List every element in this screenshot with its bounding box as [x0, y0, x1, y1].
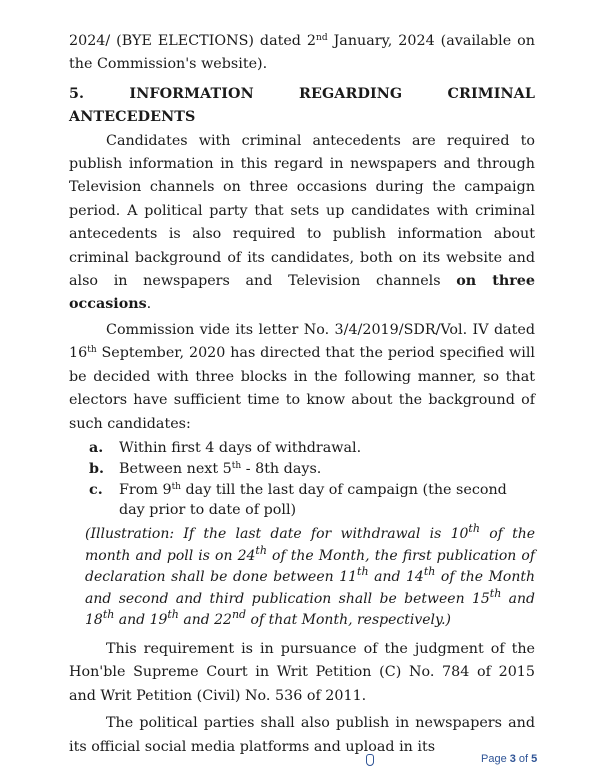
illus-text: and 18: [85, 590, 535, 629]
page-current: 3: [509, 753, 516, 765]
illus-text: (Illustration: If the last date for withdrawal is 10: [85, 525, 469, 542]
cursor-icon: [366, 754, 374, 766]
illustration-paragraph: [85, 521, 536, 632]
illus-text: and 14: [368, 569, 424, 586]
illus-sup: nd: [231, 608, 247, 622]
page-of: of: [515, 753, 532, 765]
list-item: [69, 480, 535, 520]
intro-sup: nd: [316, 33, 328, 43]
illus-text: of the Month, the first publication of declaration shall be done between 11: [85, 547, 535, 586]
illus-text: of that Month, respectively.): [246, 612, 451, 629]
list-text-a: Within first 4 days of withdrawal.: [119, 439, 362, 456]
illus-sup: th: [167, 608, 179, 622]
list-text: [119, 438, 535, 458]
list-sup: th: [171, 481, 181, 492]
page-label: Page: [481, 753, 510, 765]
list-text-a: Between next 5: [119, 460, 232, 477]
para2-text: Commission vide its letter No. 3/4/2019/SDR/Vol. IV dated 16: [69, 321, 535, 362]
list-marker: a.: [89, 439, 104, 456]
illus-sup: th: [468, 521, 480, 535]
para2-sup: th: [87, 345, 97, 356]
illus-sup: th: [423, 565, 436, 579]
para1-text: Candidates with criminal antecedents are required to publish information in this regard in newspapers and through Television channels on three occasions during the campaign period. A political party that sets up candidates with criminal antecedents is also required to publish information about criminal background of its candidates, both on its website and also in newspapers and Television channels: [69, 132, 535, 290]
illus-text: of the month and poll is on 24: [85, 525, 535, 564]
list-sup: th: [231, 460, 242, 471]
paragraph-political-parties: The political parties shall also publish in newspapers and its official social media platforms and upload in its: [69, 715, 535, 755]
list-text: [119, 459, 535, 479]
illus-text: and 22: [178, 612, 232, 629]
list-text-a: From 9: [119, 481, 172, 498]
document-body: [69, 30, 535, 759]
intro-paragraph: [69, 30, 535, 77]
illus-sup: th: [357, 565, 369, 579]
intro-text: 2024/ (BYE ELECTIONS) dated 2: [69, 33, 317, 49]
illus-text: and 19: [114, 612, 168, 629]
list-text-b: day till the last day of campaign (the second day prior to date of poll): [119, 481, 507, 518]
list-marker: c.: [89, 481, 103, 498]
illus-text: of the Month and second and third publication shall be between 15: [85, 569, 536, 607]
list-marker: b.: [89, 460, 104, 477]
blocks-list: [69, 438, 535, 520]
illus-sup: th: [489, 586, 502, 600]
para1-end: .: [146, 296, 152, 313]
list-text: [119, 480, 535, 520]
paragraph-judgment: This requirement is in pursuance of the judgment of the Hon'ble Supreme Court in Writ Petition (C) No. 784 of 2015 and Writ Petition (Civil) No. 536 of 2011.: [69, 640, 535, 704]
para1-bold: on three occasions: [69, 273, 535, 313]
illus-sup: th: [255, 543, 267, 557]
paragraph-commission-letter: [69, 319, 535, 436]
list-item: [69, 438, 535, 458]
list-item: [69, 459, 535, 479]
page-number: [481, 753, 537, 765]
list-text-b: - 8th days.: [241, 460, 322, 477]
paragraph-criminal-antecedents: [69, 130, 535, 317]
page-total: 5: [531, 753, 538, 765]
para2-text-rest: September, 2020 has directed that the period specified will be decided with three blocks in the following manner, so that electors have sufficient time to know about the background of such candidates:: [69, 345, 535, 432]
section-heading: 5. INFORMATION REGARDING CRIMINAL ANTECEDENTS: [69, 85, 535, 126]
illus-sup: th: [102, 608, 115, 622]
intro-text-rest: January, 2024 (available on the Commission's website).: [69, 33, 535, 73]
